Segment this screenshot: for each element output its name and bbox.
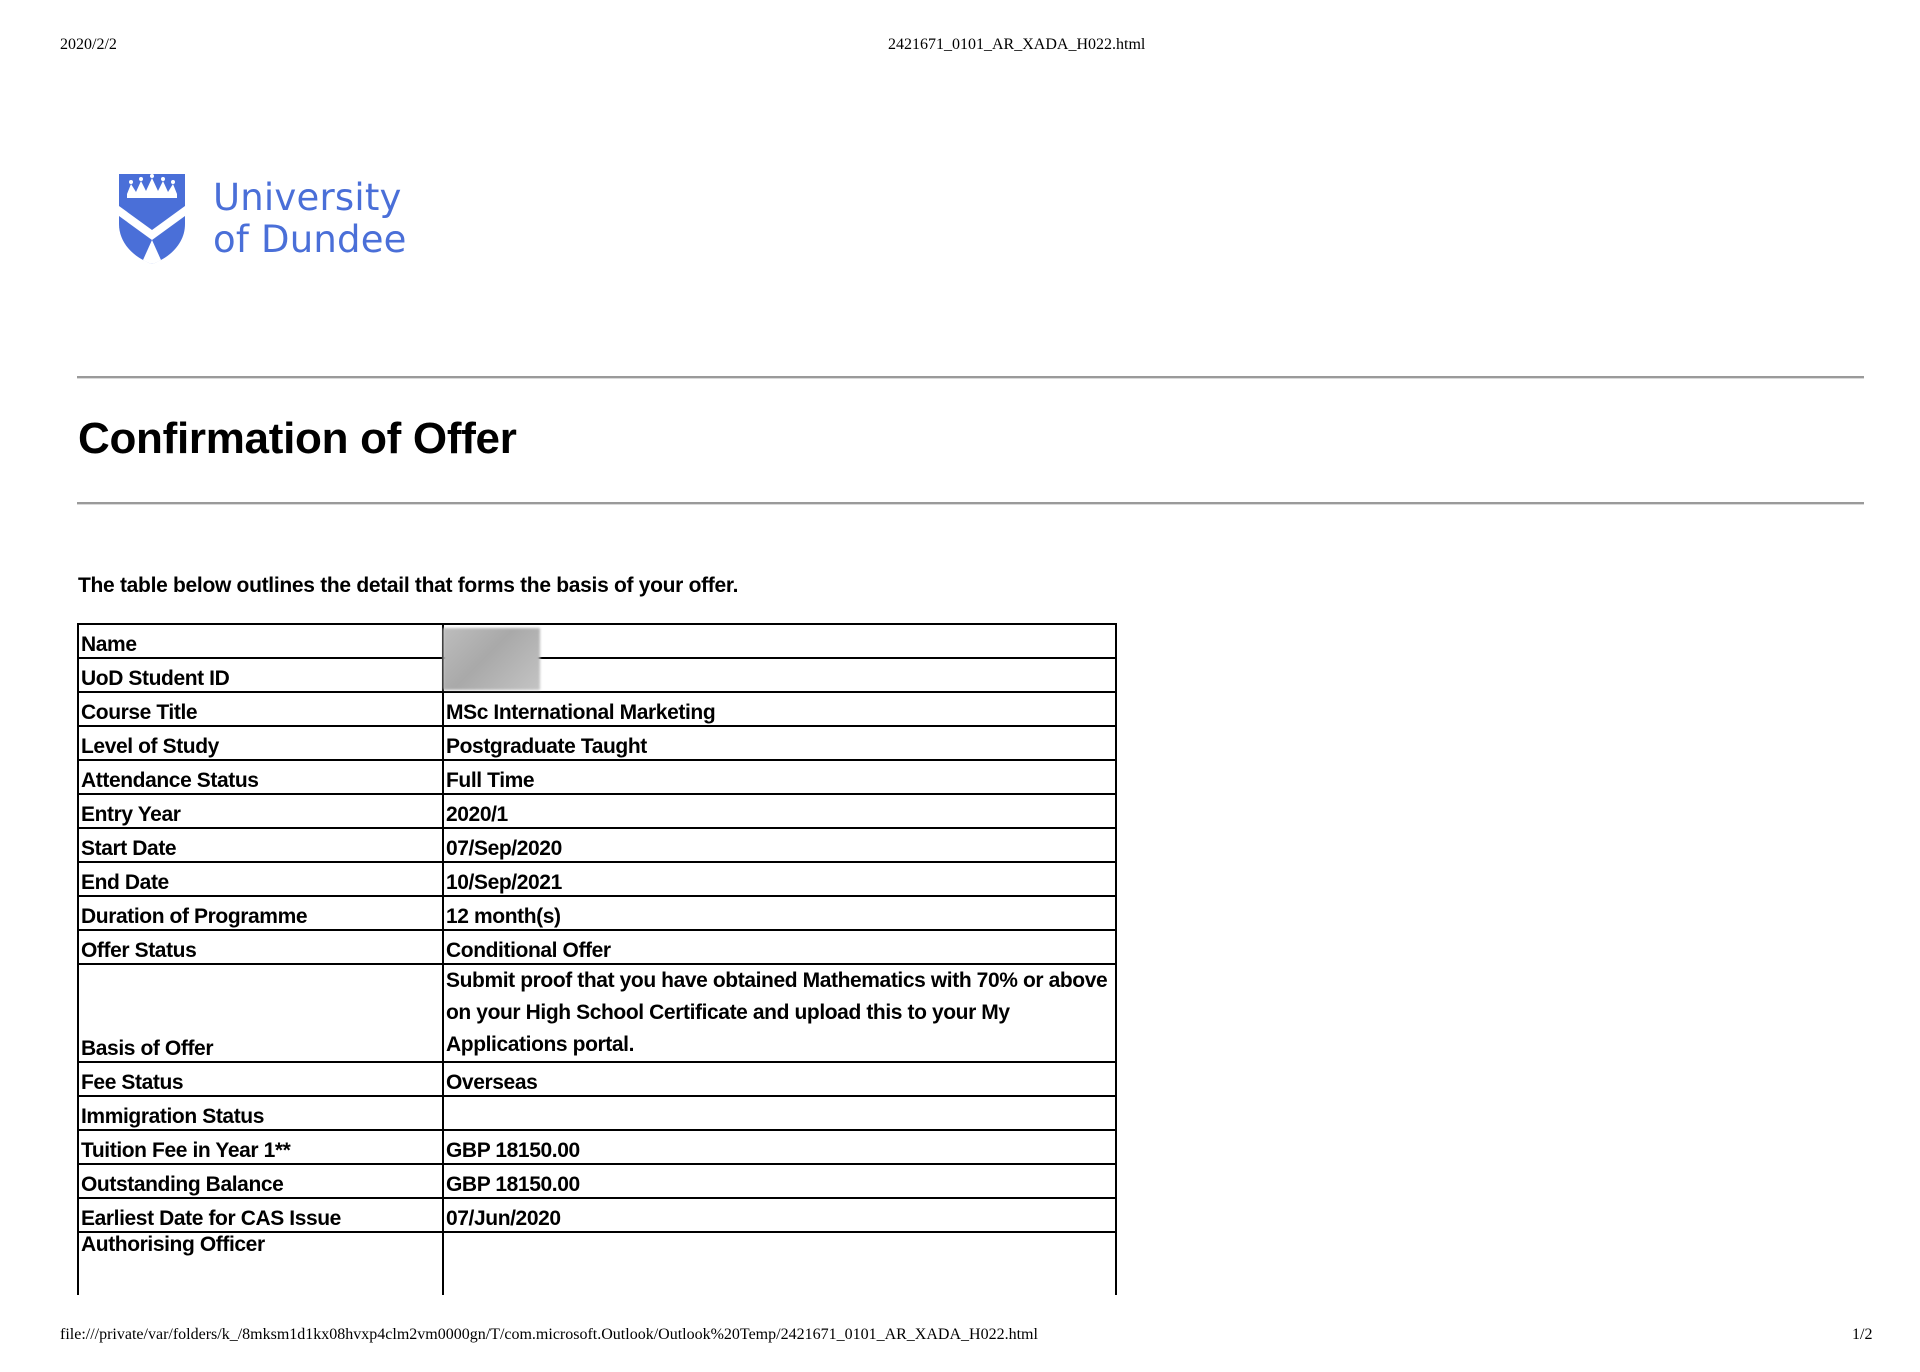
page-title: Confirmation of Offer	[78, 414, 517, 463]
row-value	[443, 658, 1116, 692]
redaction-blur	[443, 628, 540, 690]
print-header-date: 2020/2/2	[60, 36, 117, 53]
row-value: Overseas	[443, 1062, 1116, 1096]
row-label: Duration of Programme	[78, 896, 443, 930]
row-value	[443, 1232, 1116, 1295]
logo-text-line2: of Dundee	[213, 218, 407, 261]
row-value	[443, 1096, 1116, 1130]
row-value: 12 month(s)	[443, 896, 1116, 930]
table-row	[78, 624, 1116, 658]
row-value	[443, 624, 1116, 658]
table-row	[78, 930, 1116, 964]
row-value: MSc International Marketing	[443, 692, 1116, 726]
row-label: UoD Student ID	[78, 658, 443, 692]
row-value: Conditional Offer	[443, 930, 1116, 964]
row-value: GBP 18150.00	[443, 1130, 1116, 1164]
print-header-filename: 2421671_0101_AR_XADA_H022.html	[888, 36, 1146, 53]
table-row	[78, 726, 1116, 760]
row-value: 07/Jun/2020	[443, 1198, 1116, 1232]
row-label: Level of Study	[78, 726, 443, 760]
table-row	[78, 794, 1116, 828]
table-row	[78, 862, 1116, 896]
offer-details-table	[77, 623, 1117, 1295]
table-row	[78, 692, 1116, 726]
row-label: End Date	[78, 862, 443, 896]
row-value: 10/Sep/2021	[443, 862, 1116, 896]
university-logo	[117, 172, 407, 266]
row-label: Attendance Status	[78, 760, 443, 794]
print-footer-url: file:///private/var/folders/k_/8mksm1d1kx08hvxp4clm2vm0000gn/T/com.microsoft.Outlook/Outlook%20Temp/2421671_0101_AR_XADA_H022.html	[60, 1326, 1038, 1343]
table-row	[78, 760, 1116, 794]
table-row	[78, 658, 1116, 692]
row-label: Outstanding Balance	[78, 1164, 443, 1198]
row-label: Fee Status	[78, 1062, 443, 1096]
table-row	[78, 1164, 1116, 1198]
row-label: Name	[78, 624, 443, 658]
row-label: Course Title	[78, 692, 443, 726]
row-value: Full Time	[443, 760, 1116, 794]
row-label: Offer Status	[78, 930, 443, 964]
print-footer-page-number: 1/2	[1852, 1326, 1873, 1343]
row-label: Authorising Officer	[78, 1232, 443, 1295]
row-label: Entry Year	[78, 794, 443, 828]
row-label: Earliest Date for CAS Issue	[78, 1198, 443, 1232]
row-label: Immigration Status	[78, 1096, 443, 1130]
table-row	[78, 828, 1116, 862]
row-value: 2020/1	[443, 794, 1116, 828]
table-row	[78, 1232, 1116, 1295]
row-value: Submit proof that you have obtained Mathematics with 70% or above on your High School Certificate and upload this to your My Applications portal.	[443, 964, 1116, 1062]
intro-text: The table below outlines the detail that forms the basis of your offer.	[78, 574, 739, 597]
row-value: Postgraduate Taught	[443, 726, 1116, 760]
row-value: GBP 18150.00	[443, 1164, 1116, 1198]
table-row	[78, 964, 1116, 1062]
table-row	[78, 896, 1116, 930]
row-label: Tuition Fee in Year 1**	[78, 1130, 443, 1164]
row-label: Start Date	[78, 828, 443, 862]
table-row	[78, 1198, 1116, 1232]
university-shield-crown-icon	[117, 172, 187, 266]
row-label: Basis of Offer	[78, 964, 443, 1062]
table-row	[78, 1130, 1116, 1164]
table-row	[78, 1096, 1116, 1130]
divider-bottom	[77, 502, 1864, 504]
table-row	[78, 1062, 1116, 1096]
divider-top	[77, 376, 1864, 378]
row-value: 07/Sep/2020	[443, 828, 1116, 862]
logo-text-line1: University	[213, 176, 402, 219]
